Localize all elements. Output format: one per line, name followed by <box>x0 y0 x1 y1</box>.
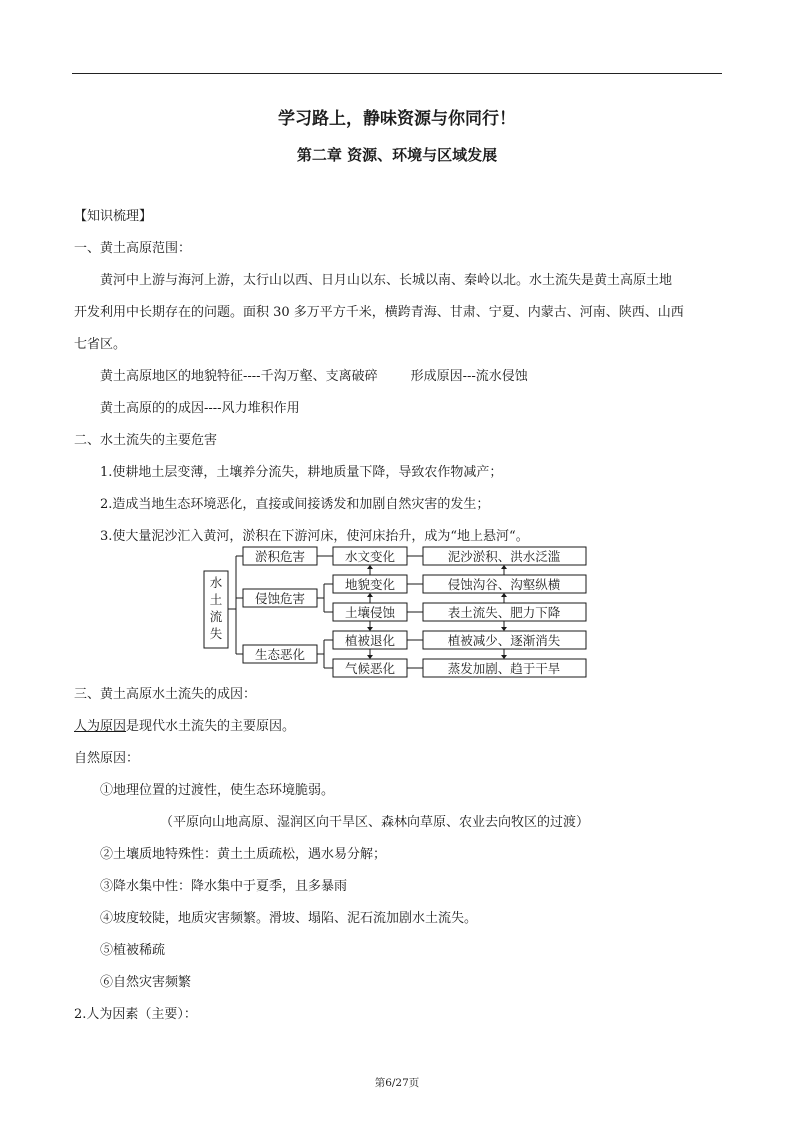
human-factor-heading: 2.人为因素（主要）： <box>74 1007 197 1022</box>
paragraph-line: 黄河中上游与海河上游，太行山以西、日月山以东、长城以南、秦岭以北。水土流失是黄土高原土地 <box>100 273 673 288</box>
natural-cause-item: ④坡度较陡，地质灾害频繁。滑坡、塌陷、泥石流加剧水土流失。 <box>100 911 478 926</box>
landform-line: 黄土高原地区的地貌特征----千沟万壑、支离破碎 形成原因---流水侵蚀 <box>100 369 528 384</box>
human-cause-line <box>74 717 295 737</box>
natural-cause-note: （平原向山地高原、湿润区向干旱区、森林向草原、农业去向牧区的过渡） <box>160 815 590 830</box>
level2-label: 水文变化 <box>344 549 396 564</box>
paragraph-line: 七省区。 <box>74 337 127 352</box>
root-char: 水 <box>209 575 223 590</box>
level1-label: 侵蚀危害 <box>254 591 306 606</box>
level2-label: 地貌变化 <box>344 577 396 592</box>
root-char: 流 <box>209 609 223 624</box>
natural-cause-item: ①地理位置的过渡性，使生态环境脆弱。 <box>100 783 335 798</box>
root-char: 土 <box>209 592 223 607</box>
level1-label: 生态恶化 <box>254 647 306 662</box>
section-2-heading: 二、水土流失的主要危害 <box>74 433 218 448</box>
level1-label: 淤积危害 <box>254 549 306 564</box>
hazard-item: 3.使大量泥沙汇入黄河，淤积在下游河床，使河床抬升，成为“地上悬河“。 <box>100 529 529 544</box>
natural-cause-item: ③降水集中性：降水集中于夏季，且多暴雨 <box>100 879 348 894</box>
natural-cause-item: ②土壤质地特殊性：黄土土质疏松，遇水易分解； <box>100 847 387 862</box>
origin-line: 黄土高原的的成因----风力堆积作用 <box>100 401 300 416</box>
section-3-heading: 三、黄土高原水土流失的成因： <box>74 687 257 702</box>
natural-cause-item: ⑤植被稀疏 <box>100 943 166 958</box>
page-number: 第6/27页 <box>374 1077 420 1089</box>
header-rule <box>72 73 722 74</box>
soil-erosion-diagram <box>203 545 588 678</box>
level3-label: 表土流失、肥力下降 <box>447 605 561 620</box>
natural-cause-item: ⑥自然灾害频繁 <box>100 975 192 990</box>
hazard-item: 2.造成当地生态环境恶化，直接或间接诱发和加剧自然灾害的发生； <box>100 497 490 512</box>
page-title: 学习路上，静味资源与你同行！ <box>278 109 516 129</box>
hazard-item: 1.使耕地土层变薄，土壤养分流失，耕地质量下降，导致农作物减产； <box>100 465 503 480</box>
level3-label: 蒸发加剧、趋于干旱 <box>447 661 561 676</box>
level3-label: 侵蚀沟谷、沟壑纵横 <box>447 577 561 592</box>
level2-label: 植被退化 <box>344 633 396 648</box>
paragraph-line: 开发利用中长期存在的问题。面积 30 多万平方千米，横跨青海、甘肃、宁夏、内蒙古、河南、陕西、山西 <box>74 305 684 320</box>
knowledge-heading: 【知识梳理】 <box>74 209 153 224</box>
level3-label: 植被减少、逐渐消失 <box>447 633 561 648</box>
human-cause-text: 是现代水土流失的主要原因。 <box>126 719 296 734</box>
human-cause-label: 人为原因 <box>74 719 127 734</box>
level2-label: 土壤侵蚀 <box>344 605 396 620</box>
level3-label: 泥沙淤积、洪水泛滥 <box>447 549 561 564</box>
root-char: 失 <box>209 626 223 641</box>
natural-cause-heading: 自然原因： <box>74 751 140 766</box>
level2-label: 气候恶化 <box>344 661 396 676</box>
section-1-heading: 一、黄土高原范围： <box>74 241 192 256</box>
chapter-title: 第二章 资源、环境与区域发展 <box>296 146 498 164</box>
